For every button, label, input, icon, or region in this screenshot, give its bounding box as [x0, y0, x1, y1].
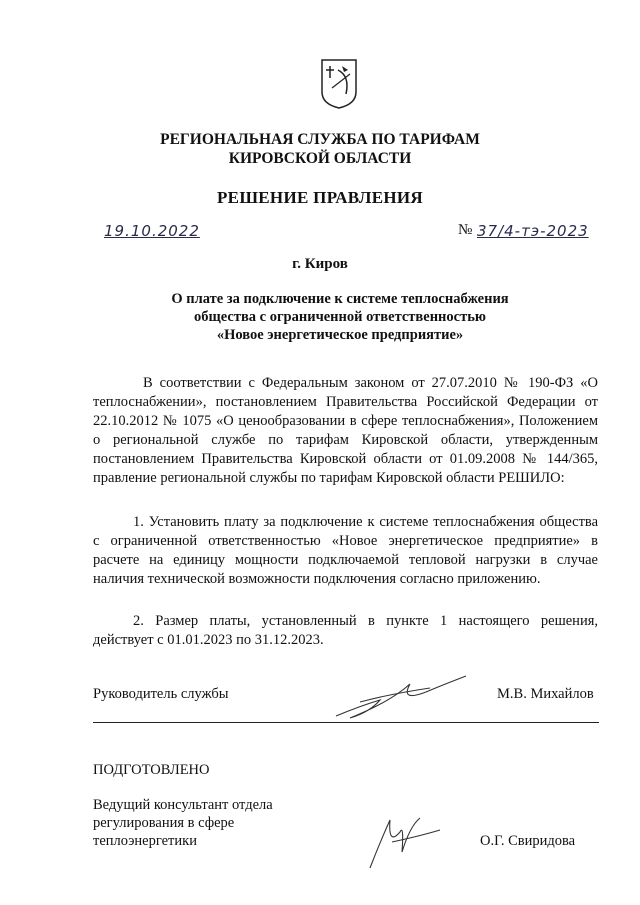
prepared-label: ПОДГОТОВЛЕНО	[93, 762, 210, 778]
subject-line: «Новое энергетическое предприятие»	[216, 327, 464, 343]
agency-name-line2: КИРОВСКОЙ ОБЛАСТИ	[228, 150, 412, 167]
decision-number: 37/4-тэ-2023	[477, 222, 589, 240]
subject-line: О плате за подключение к системе теплоснабжения	[171, 291, 509, 307]
resolution-item-1: 1. Установить плату за подключение к системе теплоснабжения общества с ограниченной ответственностью «Новое энергетическое предприятие» в расчете на единицу мощности подключаемой тепловой нагрузки в случае наличия технической возможности подключения согласно приложению.	[93, 514, 598, 587]
signatory-role: Руководитель службы	[93, 686, 229, 702]
decision-subject	[120, 290, 560, 344]
preamble-paragraph: В соответствии с Федеральным законом от 27.07.2010 № 190-ФЗ «О теплоснабжении», постановлением Правительства Российской Федерации от 22.10.2012 № 1075 «О ценообразовании в сфере теплоснабжения», Положением о региональной службе по тарифам Кировской области, утвержденным постановлением Правительства Кировской области от 01.09.2008 № 144/365, правление региональной службы по тарифам Кировской области РЕШИЛО:	[93, 375, 598, 486]
agency-name-line1: РЕГИОНАЛЬНАЯ СЛУЖБА ПО ТАРИФАМ	[160, 131, 480, 148]
coat-of-arms-icon	[320, 58, 358, 110]
decision-title: РЕШЕНИЕ ПРАВЛЕНИЯ	[217, 188, 423, 207]
resolution-item-2: 2. Размер платы, установленный в пункте 1 настоящего решения, действует с 01.01.2023 по 31.12.2023.	[93, 613, 598, 648]
signature-icon	[360, 812, 450, 870]
signatory-name: М.В. Михайлов	[497, 686, 594, 702]
preparer-name: О.Г. Свиридова	[480, 833, 576, 849]
city: г. Киров	[292, 256, 348, 272]
preparer-role: Ведущий консультант отдела регулирования в сфере теплоэнергетики	[93, 797, 273, 849]
decision-date: 19.10.2022	[104, 222, 200, 240]
divider	[93, 722, 599, 723]
number-label: №	[458, 222, 473, 238]
subject-line: общества с ограниченной ответственностью	[194, 309, 486, 325]
signature-icon	[330, 672, 470, 722]
